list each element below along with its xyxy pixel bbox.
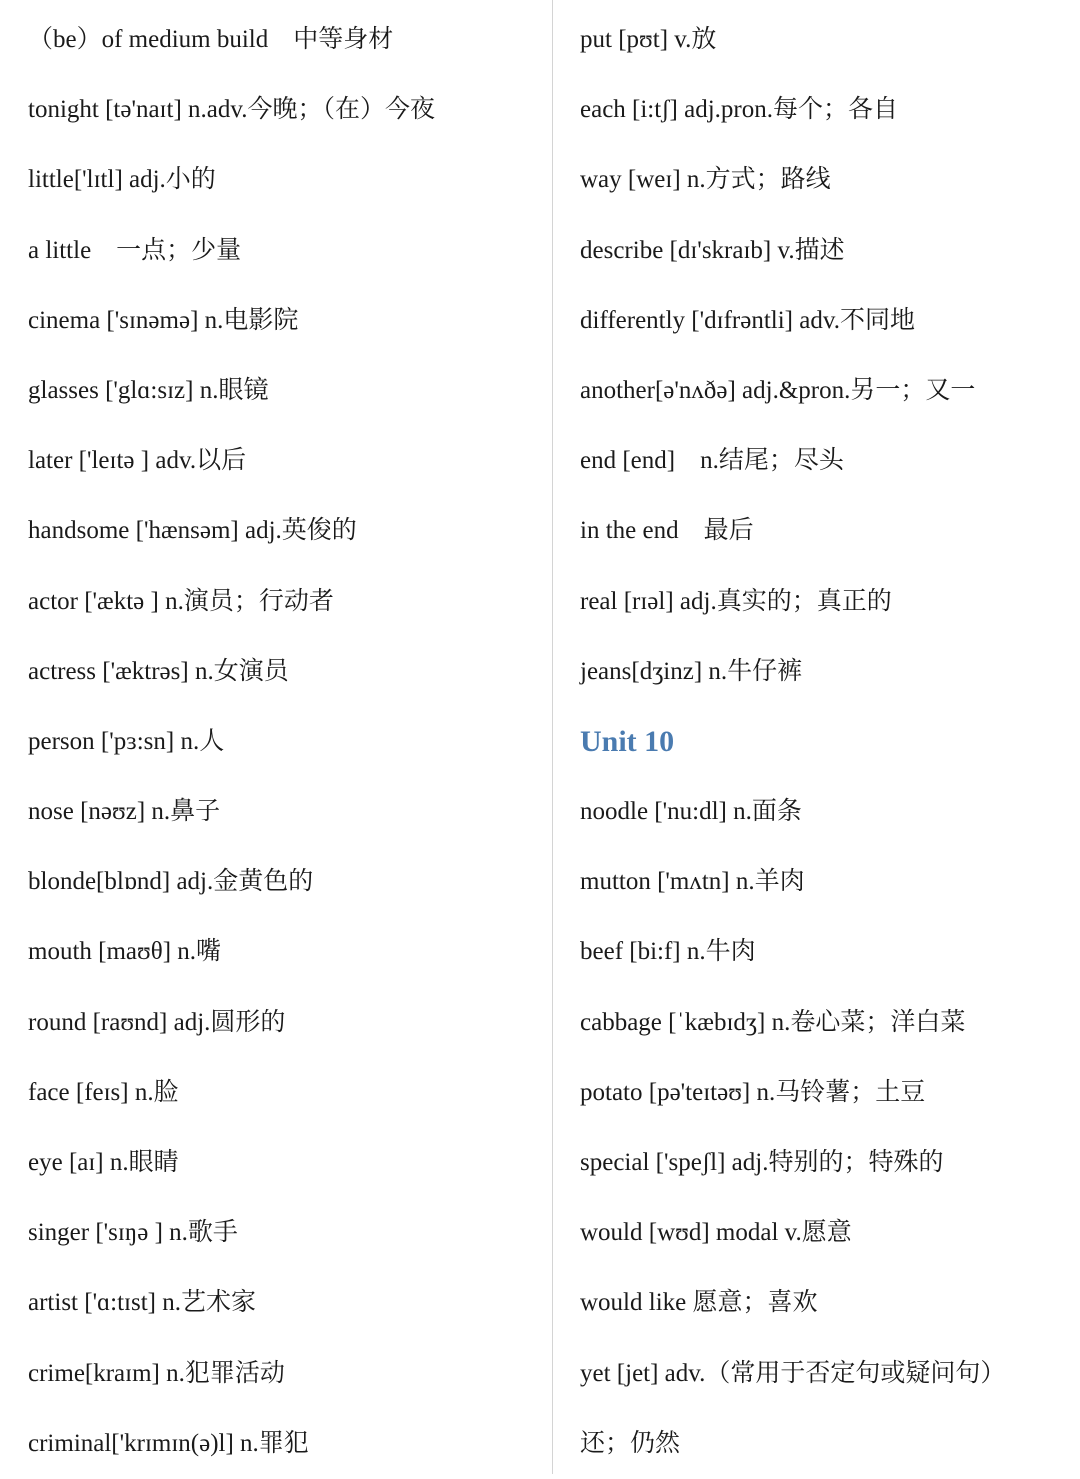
vocabulary-entry: jeans[dʒinz] n.牛仔裤 [580, 657, 803, 685]
vocabulary-entry: later ['leɪtə ] adv.以后 [28, 447, 247, 475]
vocabulary-entry: a little 一点；少量 [28, 236, 242, 264]
vocabulary-entry: nose [nəʊz] n.鼻子 [28, 798, 221, 826]
vocabulary-entry: cabbage [ˈkæbɪdʒ] n.卷心菜；洋白菜 [580, 1008, 966, 1036]
vocabulary-entry: yet [jet] adv.（常用于否定句或疑问句） [580, 1359, 1006, 1387]
vocabulary-entry: noodle ['nu:dl] n.面条 [580, 798, 802, 826]
vocabulary-entry: real [rɪəl] adj.真实的；真正的 [580, 587, 892, 615]
vocabulary-entry: mouth [maʊθ] n.嘴 [28, 938, 222, 966]
vocabulary-entry: handsome ['hænsəm] adj.英俊的 [28, 517, 357, 545]
vocabulary-entry: criminal['krɪmɪn(ə)l] n.罪犯 [28, 1429, 309, 1457]
vocabulary-entry: actress ['æktrəs] n.女演员 [28, 657, 289, 685]
vocabulary-entry: cinema ['sɪnəmə] n.电影院 [28, 306, 299, 334]
vocabulary-entry: would like 愿意；喜欢 [580, 1289, 818, 1317]
vocabulary-entry: 还；仍然 [580, 1429, 681, 1457]
vocabulary-entry: little['lɪtl] adj.小的 [28, 166, 216, 194]
vocabulary-entry: mutton ['mʌtn] n.羊肉 [580, 868, 805, 896]
vocabulary-entry: potato [pə'teɪtəʊ] n.马铃薯；土豆 [580, 1078, 926, 1106]
unit-heading: Unit 10 [580, 724, 675, 758]
vocabulary-entry: singer ['sɪŋə ] n.歌手 [28, 1219, 238, 1247]
vocabulary-entry: another[ə'nʌðə] adj.&pron.另一；又一 [580, 376, 976, 404]
vocabulary-entry: glasses ['glɑ:sɪz] n.眼镜 [28, 376, 269, 404]
vocabulary-entry: each [i:tʃ] adj.pron.每个；各自 [580, 96, 898, 124]
vocabulary-left-column [28, 5, 548, 1479]
vocabulary-entry: face [feɪs] n.脸 [28, 1078, 179, 1106]
vocabulary-entry: blonde[blɒnd] adj.金黄色的 [28, 868, 314, 896]
vocabulary-entry: way [weɪ] n.方式；路线 [580, 166, 831, 194]
vocabulary-entry: special ['speʃl] adj.特别的；特殊的 [580, 1149, 944, 1176]
vocabulary-entry: person ['pɜ:sn] n.人 [28, 727, 225, 755]
vocabulary-entry: in the end 最后 [580, 517, 754, 545]
vocabulary-entry: actor ['æktə ] n.演员；行动者 [28, 587, 334, 615]
vocabulary-entry: differently ['dɪfrəntli] adv.不同地 [580, 306, 915, 334]
vocabulary-entry: tonight [tə'naɪt] n.adv.今晚；（在）今夜 [28, 96, 435, 124]
vocabulary-entry: （be）of medium build 中等身材 [28, 26, 394, 53]
vocabulary-entry: end [end] n.结尾；尽头 [580, 447, 844, 475]
column-divider [552, 0, 553, 1474]
vocabulary-entry: crime[kraɪm] n.犯罪活动 [28, 1359, 285, 1387]
vocabulary-entry: put [pʊt] v.放 [580, 26, 717, 53]
vocabulary-entry: round [raʊnd] adj.圆形的 [28, 1008, 286, 1036]
vocabulary-entry: artist ['ɑ:tɪst] n.艺术家 [28, 1289, 256, 1317]
vocabulary-entry: would [wʊd] modal v.愿意 [580, 1219, 852, 1247]
vocabulary-entry: beef [bi:f] n.牛肉 [580, 938, 756, 966]
vocabulary-entry: eye [aɪ] n.眼睛 [28, 1149, 179, 1176]
vocabulary-right-column [580, 5, 1075, 1479]
vocabulary-entry: describe [dɪ'skraɪb] v.描述 [580, 236, 845, 264]
